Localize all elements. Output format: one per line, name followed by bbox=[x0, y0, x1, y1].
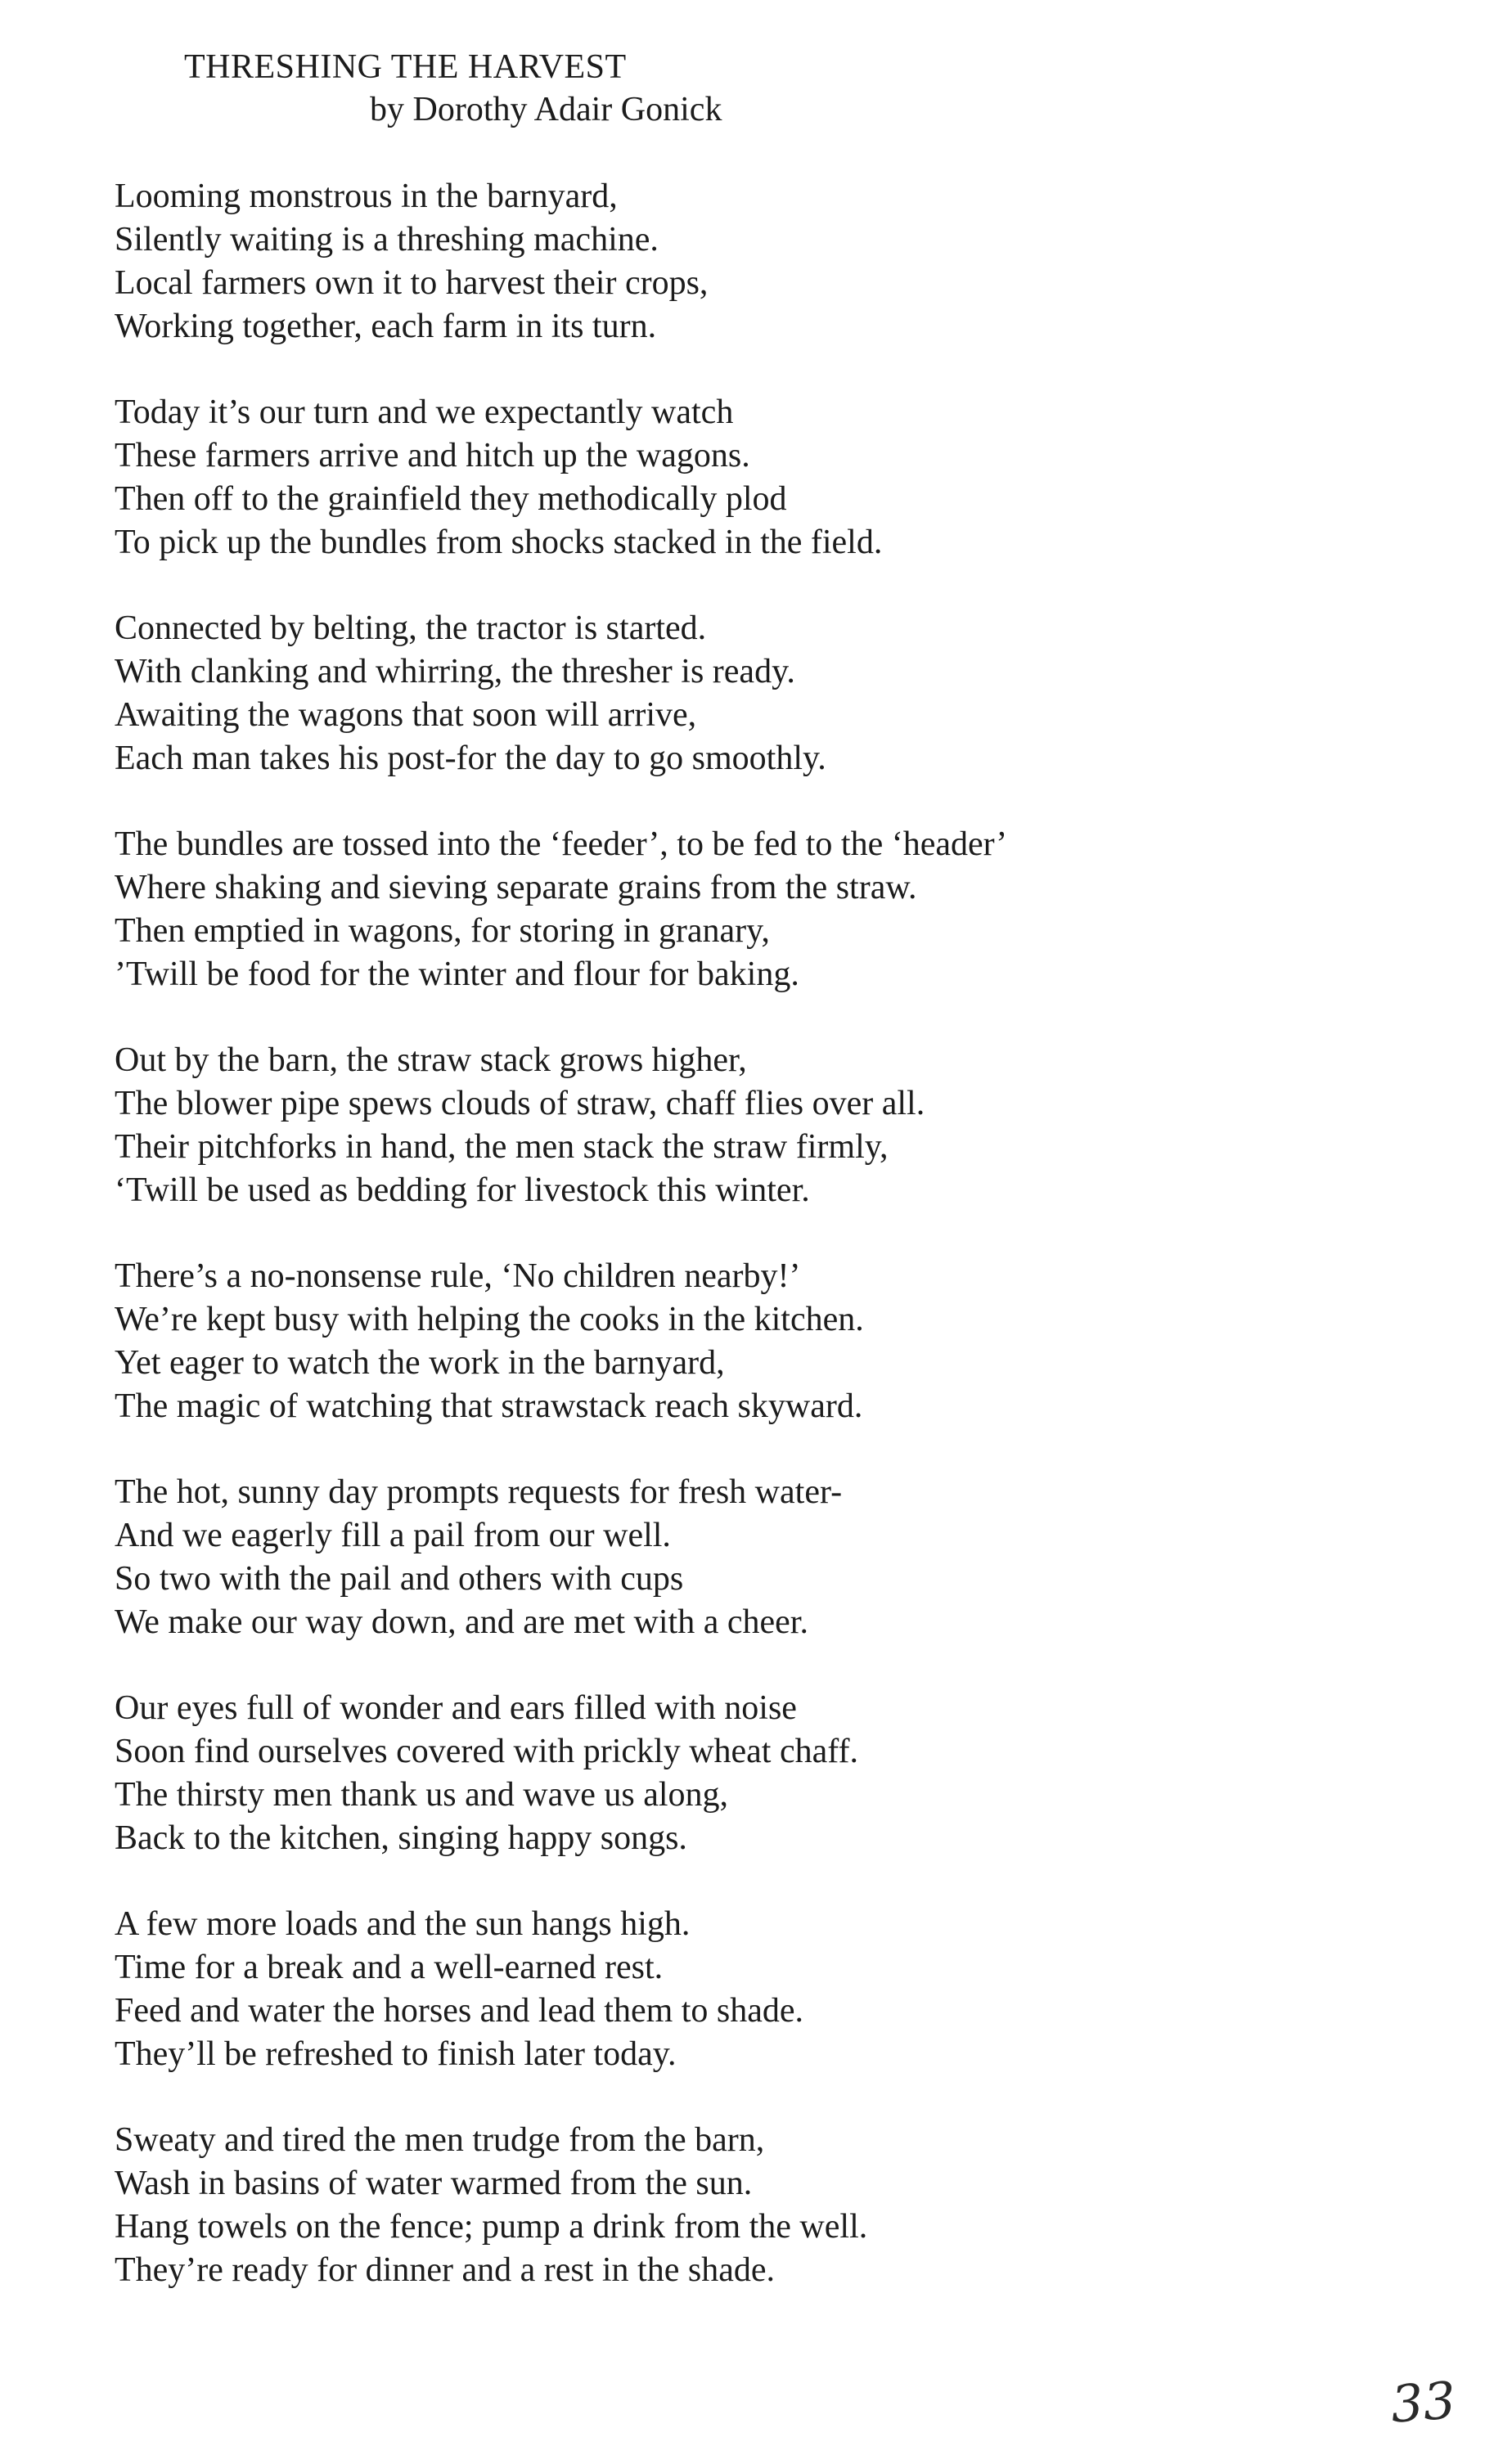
stanza-7 bbox=[115, 1471, 1358, 1644]
poem-line: Soon find ourselves covered with prickly wheat chaff. bbox=[115, 1733, 858, 1770]
poem-line: Out by the barn, the straw stack grows higher, bbox=[115, 1041, 747, 1079]
stanza-3 bbox=[115, 607, 1358, 780]
poem-line: With clanking and whirring, the thresher is ready. bbox=[115, 653, 795, 690]
poem-line: The magic of watching that strawstack reach skyward. bbox=[115, 1387, 863, 1425]
poem-line: Local farmers own it to harvest their crops, bbox=[115, 264, 709, 302]
poem-line: We’re kept busy with helping the cooks in the kitchen. bbox=[115, 1301, 864, 1338]
poem-author: by Dorothy Adair Gonick bbox=[370, 91, 722, 128]
poem-line: Wash in basins of water warmed from the sun. bbox=[115, 2165, 753, 2202]
poem-line: Connected by belting, the tractor is started. bbox=[115, 609, 707, 647]
poem-line: They’ll be refreshed to finish later today. bbox=[115, 2035, 677, 2073]
poem-line: Our eyes full of wonder and ears filled with noise bbox=[115, 1689, 797, 1727]
poem-line: Their pitchforks in hand, the men stack the straw firmly, bbox=[115, 1128, 889, 1166]
poem-line: Awaiting the wagons that soon will arrive, bbox=[115, 696, 697, 734]
poem-line: The hot, sunny day prompts requests for fresh water- bbox=[115, 1473, 843, 1511]
poem-line: Then off to the grainfield they methodically plod bbox=[115, 480, 787, 518]
poem-line: We make our way down, and are met with a cheer. bbox=[115, 1603, 808, 1641]
stanza-4 bbox=[115, 823, 1358, 996]
poem-line: There’s a no-nonsense rule, ‘No children nearby!’ bbox=[115, 1257, 801, 1295]
poem-line: Silently waiting is a threshing machine. bbox=[115, 221, 659, 259]
poem-line: These farmers arrive and hitch up the wagons. bbox=[115, 437, 750, 474]
stanza-10 bbox=[115, 2119, 1358, 2292]
poem-line: ’Twill be food for the winter and flour for baking. bbox=[115, 955, 799, 993]
poem-line: The thirsty men thank us and wave us along, bbox=[115, 1776, 729, 1814]
poem-line: Feed and water the horses and lead them to shade. bbox=[115, 1992, 804, 2030]
poem-line: ‘Twill be used as bedding for livestock this winter. bbox=[115, 1171, 810, 1209]
stanza-1 bbox=[115, 175, 1358, 348]
stanza-6 bbox=[115, 1255, 1358, 1428]
poem-line: They’re ready for dinner and a rest in the shade. bbox=[115, 2251, 775, 2289]
poem-body bbox=[115, 175, 1358, 2335]
poem-title: THRESHING THE HARVEST bbox=[184, 48, 627, 86]
poem-line: Hang towels on the fence; pump a drink from the well. bbox=[115, 2208, 868, 2246]
poem-line: Each man takes his post-for the day to go smoothly. bbox=[115, 740, 826, 777]
stanza-9 bbox=[115, 1903, 1358, 2076]
stanza-2 bbox=[115, 391, 1358, 564]
poem-line: Sweaty and tired the men trudge from the barn, bbox=[115, 2121, 765, 2159]
stanza-8 bbox=[115, 1687, 1358, 1860]
poem-line: Then emptied in wagons, for storing in granary, bbox=[115, 912, 770, 950]
poem-line: Time for a break and a well-earned rest. bbox=[115, 1949, 664, 1986]
poem-line: Where shaking and sieving separate grains from the straw. bbox=[115, 869, 917, 906]
poem-line: Today it’s our turn and we expectantly watch bbox=[115, 393, 734, 431]
poem-line: The bundles are tossed into the ‘feeder’, to be fed to the ‘header’ bbox=[115, 825, 1008, 863]
poem-line: Back to the kitchen, singing happy songs. bbox=[115, 1819, 687, 1857]
poem-line: Looming monstrous in the barnyard, bbox=[115, 178, 618, 215]
poem-line: The blower pipe spews clouds of straw, chaff flies over all. bbox=[115, 1085, 925, 1122]
page-number: 33 bbox=[1388, 2370, 1458, 2435]
poem-line: Working together, each farm in its turn. bbox=[115, 308, 657, 345]
poem-line: Yet eager to watch the work in the barnyard, bbox=[115, 1344, 725, 1382]
poem-line: To pick up the bundles from shocks stacked in the field. bbox=[115, 524, 883, 561]
stanza-5 bbox=[115, 1039, 1358, 1212]
poem-line: And we eagerly fill a pail from our well. bbox=[115, 1517, 671, 1554]
poem-line: So two with the pail and others with cups bbox=[115, 1560, 684, 1598]
poem-line: A few more loads and the sun hangs high. bbox=[115, 1905, 691, 1943]
